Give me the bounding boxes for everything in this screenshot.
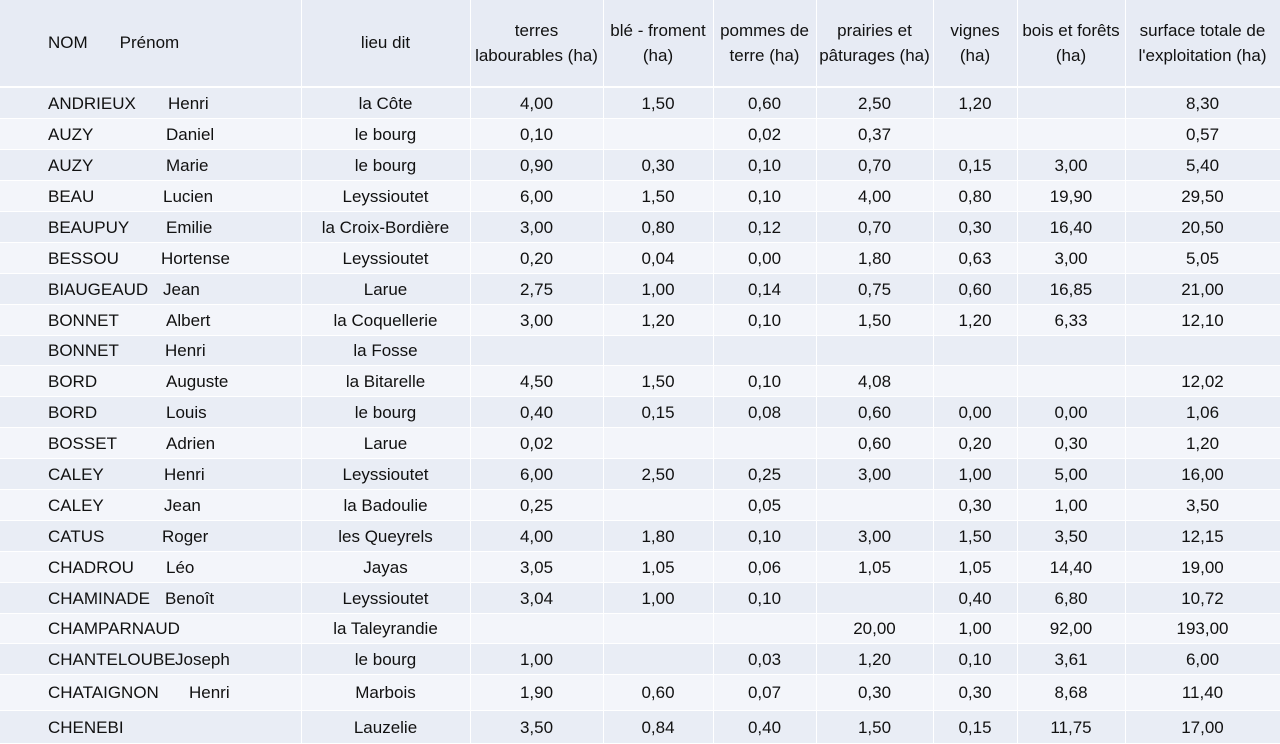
- cell-bois: 6,33: [1017, 305, 1125, 336]
- cell-prenom: Jean: [164, 495, 201, 515]
- cell-nom-prenom: [0, 212, 301, 243]
- table-row: [0, 87, 1280, 119]
- table-row: [0, 614, 1280, 644]
- table-row: [0, 552, 1280, 583]
- header-ble: blé - froment (ha): [603, 0, 713, 87]
- cell-prenom: Benoît: [165, 588, 215, 608]
- cell-nom-prenom: [0, 397, 301, 428]
- cell-pommes: 0,02: [713, 119, 816, 150]
- cell-terres: 1,00: [470, 644, 603, 675]
- cell-vignes: 0,40: [933, 583, 1017, 614]
- cell-surface: 12,02: [1125, 366, 1280, 397]
- cell-vignes: [933, 366, 1017, 397]
- cell-prenom: Marie: [166, 155, 209, 175]
- cell-nom: BIAUGEAUD: [48, 279, 149, 299]
- cell-prairies: 0,37: [816, 119, 933, 150]
- cell-ble: 2,50: [603, 459, 713, 490]
- cell-terres: 3,50: [470, 711, 603, 744]
- cell-vignes: 0,15: [933, 711, 1017, 744]
- cell-ble: 0,60: [603, 675, 713, 711]
- cell-surface: 0,57: [1125, 119, 1280, 150]
- cell-bois: 14,40: [1017, 552, 1125, 583]
- cell-lieu: Larue: [301, 274, 470, 305]
- cell-terres: 0,25: [470, 490, 603, 521]
- cell-surface: 5,40: [1125, 150, 1280, 181]
- cell-bois: 3,00: [1017, 150, 1125, 181]
- cell-vignes: 0,30: [933, 675, 1017, 711]
- cell-nom: CATUS: [48, 526, 105, 546]
- header-nom: NOM: [48, 33, 88, 53]
- cell-vignes: 1,20: [933, 305, 1017, 336]
- table-row: [0, 459, 1280, 490]
- cell-ble: 1,05: [603, 552, 713, 583]
- cell-vignes: [933, 336, 1017, 366]
- cell-prenom: Louis: [166, 402, 207, 422]
- cell-ble: 0,30: [603, 150, 713, 181]
- cell-pommes: 0,10: [713, 181, 816, 212]
- cell-pommes: [713, 428, 816, 459]
- cell-lieu: Leyssioutet: [301, 459, 470, 490]
- cell-vignes: 0,10: [933, 644, 1017, 675]
- cell-lieu: Jayas: [301, 552, 470, 583]
- cell-pommes: [713, 336, 816, 366]
- table-row: [0, 305, 1280, 336]
- cell-prenom: Jean: [163, 279, 200, 299]
- cell-nom: CHANTELOUBE: [48, 649, 176, 669]
- cell-nom: AUZY: [48, 155, 94, 175]
- cell-prairies: 1,80: [816, 243, 933, 274]
- cell-terres: 2,75: [470, 274, 603, 305]
- cell-pommes: 0,10: [713, 521, 816, 552]
- cell-nom-prenom: [0, 428, 301, 459]
- table-row: [0, 274, 1280, 305]
- cell-bois: [1017, 119, 1125, 150]
- cell-bois: [1017, 366, 1125, 397]
- cell-prairies: 0,30: [816, 675, 933, 711]
- cell-surface: 8,30: [1125, 87, 1280, 119]
- table-row: [0, 243, 1280, 274]
- cell-vignes: 0,00: [933, 397, 1017, 428]
- cell-surface: 20,50: [1125, 212, 1280, 243]
- cell-prenom: Adrien: [166, 433, 216, 453]
- cell-vignes: [933, 119, 1017, 150]
- cell-surface: 19,00: [1125, 552, 1280, 583]
- cell-prairies: 1,50: [816, 305, 933, 336]
- table-row: [0, 336, 1280, 366]
- cell-pommes: 0,12: [713, 212, 816, 243]
- cell-surface: 12,15: [1125, 521, 1280, 552]
- cell-surface: 17,00: [1125, 711, 1280, 744]
- cell-bois: 5,00: [1017, 459, 1125, 490]
- cell-ble: 1,20: [603, 305, 713, 336]
- cell-terres: 6,00: [470, 181, 603, 212]
- cell-surface: 6,00: [1125, 644, 1280, 675]
- cell-prenom: Albert: [166, 310, 211, 330]
- cell-terres: 3,00: [470, 305, 603, 336]
- cell-pommes: 0,25: [713, 459, 816, 490]
- cell-nom: BESSOU: [48, 248, 119, 268]
- cell-bois: [1017, 336, 1125, 366]
- cell-nom-prenom: [0, 583, 301, 614]
- cell-vignes: 1,05: [933, 552, 1017, 583]
- cell-prenom: Emilie: [166, 217, 213, 237]
- cell-terres: 1,90: [470, 675, 603, 711]
- cell-ble: 1,50: [603, 181, 713, 212]
- cell-nom-prenom: [0, 150, 301, 181]
- cell-nom-prenom: [0, 336, 301, 366]
- cell-prenom: Lucien: [163, 186, 214, 206]
- cell-pommes: 0,14: [713, 274, 816, 305]
- cell-ble: [603, 644, 713, 675]
- cell-lieu: la Fosse: [301, 336, 470, 366]
- cell-bois: 92,00: [1017, 614, 1125, 644]
- cell-prenom: Henri: [168, 93, 209, 113]
- cell-nom-prenom: [0, 305, 301, 336]
- cell-nom-prenom: [0, 366, 301, 397]
- header-surface: surface totale de l'exploitation (ha): [1125, 0, 1280, 87]
- cell-vignes: 0,20: [933, 428, 1017, 459]
- table-body: [0, 87, 1280, 744]
- table-row: [0, 644, 1280, 675]
- header-lieu: lieu dit: [301, 0, 470, 87]
- cell-prairies: 0,75: [816, 274, 933, 305]
- cell-nom: CHATAIGNON: [48, 683, 159, 702]
- cell-nom: BONNET: [48, 310, 119, 330]
- cell-nom: AUZY: [48, 124, 94, 144]
- cell-vignes: 1,00: [933, 459, 1017, 490]
- cell-nom: CHAMINADE: [48, 588, 151, 608]
- cell-bois: 16,40: [1017, 212, 1125, 243]
- cell-vignes: 0,30: [933, 212, 1017, 243]
- cell-surface: 11,40: [1125, 675, 1280, 711]
- cell-ble: 0,04: [603, 243, 713, 274]
- cell-terres: 3,05: [470, 552, 603, 583]
- cell-surface: 21,00: [1125, 274, 1280, 305]
- cell-prairies: [816, 336, 933, 366]
- cell-prenom: Auguste: [166, 371, 229, 391]
- cell-vignes: 0,63: [933, 243, 1017, 274]
- cell-prairies: 20,00: [816, 614, 933, 644]
- cell-lieu: le bourg: [301, 150, 470, 181]
- cell-ble: [603, 490, 713, 521]
- table-row: [0, 521, 1280, 552]
- cell-lieu: le bourg: [301, 119, 470, 150]
- cell-lieu: Lauzelie: [301, 711, 470, 744]
- cell-ble: [603, 336, 713, 366]
- cell-nom: ANDRIEUX: [48, 93, 136, 113]
- cell-terres: 4,00: [470, 87, 603, 119]
- cell-lieu: Leyssioutet: [301, 583, 470, 614]
- cell-ble: 0,80: [603, 212, 713, 243]
- cell-nom-prenom: [0, 552, 301, 583]
- cell-prairies: 3,00: [816, 521, 933, 552]
- cell-prenom: Henri: [164, 464, 205, 484]
- cell-surface: 29,50: [1125, 181, 1280, 212]
- cell-prairies: 0,60: [816, 397, 933, 428]
- cell-nom-prenom: [0, 490, 301, 521]
- cell-pommes: 0,60: [713, 87, 816, 119]
- cell-pommes: 0,03: [713, 644, 816, 675]
- table-row: [0, 675, 1280, 711]
- cell-nom-prenom: [0, 274, 301, 305]
- table-row: [0, 490, 1280, 521]
- cell-nom-prenom: [0, 521, 301, 552]
- cell-prairies: [816, 583, 933, 614]
- cell-ble: 0,84: [603, 711, 713, 744]
- cell-prairies: 0,70: [816, 212, 933, 243]
- cell-pommes: 0,06: [713, 552, 816, 583]
- cell-ble: 1,50: [603, 87, 713, 119]
- cell-prairies: 4,00: [816, 181, 933, 212]
- header-terres: terres labourables (ha): [470, 0, 603, 87]
- cell-terres: 4,50: [470, 366, 603, 397]
- cell-bois: 1,00: [1017, 490, 1125, 521]
- cell-ble: 0,15: [603, 397, 713, 428]
- cell-lieu: Leyssioutet: [301, 181, 470, 212]
- cell-nom: BOSSET: [48, 433, 117, 453]
- cell-pommes: 0,07: [713, 675, 816, 711]
- cell-nom: BEAUPUY: [48, 217, 130, 237]
- cell-pommes: 0,10: [713, 150, 816, 181]
- cell-prenom: Léo: [166, 557, 195, 577]
- cell-terres: 3,00: [470, 212, 603, 243]
- cell-vignes: 1,00: [933, 614, 1017, 644]
- cell-terres: [470, 614, 603, 644]
- cell-prairies: 1,05: [816, 552, 933, 583]
- cell-pommes: 0,10: [713, 583, 816, 614]
- cell-nom: BONNET: [48, 341, 119, 360]
- cell-terres: 0,20: [470, 243, 603, 274]
- cell-nom-prenom: [0, 644, 301, 675]
- cell-vignes: 1,50: [933, 521, 1017, 552]
- cell-bois: 11,75: [1017, 711, 1125, 744]
- header-pommes: pommes de terre (ha): [713, 0, 816, 87]
- table-row: [0, 212, 1280, 243]
- cell-terres: [470, 336, 603, 366]
- cell-surface: 3,50: [1125, 490, 1280, 521]
- cell-ble: 1,00: [603, 274, 713, 305]
- cell-nom-prenom: [0, 181, 301, 212]
- cell-nom: CALEY: [48, 495, 104, 515]
- header-vignes: vignes (ha): [933, 0, 1017, 87]
- cell-terres: 0,90: [470, 150, 603, 181]
- cell-lieu: la Croix-Bordière: [301, 212, 470, 243]
- cell-pommes: [713, 614, 816, 644]
- table-row: [0, 150, 1280, 181]
- table-row: [0, 119, 1280, 150]
- cell-lieu: la Coquellerie: [301, 305, 470, 336]
- cell-prenom: Hortense: [161, 248, 230, 268]
- cell-surface: 5,05: [1125, 243, 1280, 274]
- cell-surface: 1,20: [1125, 428, 1280, 459]
- cell-vignes: 1,20: [933, 87, 1017, 119]
- table-row: [0, 366, 1280, 397]
- cell-pommes: 0,08: [713, 397, 816, 428]
- cell-vignes: 0,30: [933, 490, 1017, 521]
- cell-lieu: Leyssioutet: [301, 243, 470, 274]
- cell-nom: CHADROU: [48, 557, 134, 577]
- cell-nom-prenom: [0, 119, 301, 150]
- cell-prairies: 3,00: [816, 459, 933, 490]
- cell-surface: 10,72: [1125, 583, 1280, 614]
- cell-prairies: [816, 490, 933, 521]
- table-row: [0, 181, 1280, 212]
- header-prenom: Prénom: [119, 33, 180, 53]
- cell-terres: 4,00: [470, 521, 603, 552]
- cell-nom: BORD: [48, 371, 98, 391]
- cell-lieu: la Côte: [301, 87, 470, 119]
- cell-prairies: 4,08: [816, 366, 933, 397]
- cell-lieu: la Badoulie: [301, 490, 470, 521]
- cell-nom: BEAU: [48, 186, 95, 206]
- cell-lieu: les Queyrels: [301, 521, 470, 552]
- cell-lieu: Marbois: [301, 675, 470, 711]
- cell-vignes: 0,15: [933, 150, 1017, 181]
- cell-bois: 8,68: [1017, 675, 1125, 711]
- cell-bois: 16,85: [1017, 274, 1125, 305]
- cell-prairies: 2,50: [816, 87, 933, 119]
- cell-vignes: 0,60: [933, 274, 1017, 305]
- cell-prenom: Henri: [165, 341, 206, 360]
- cell-nom-prenom: CHENEBI: [0, 711, 301, 744]
- cell-surface: 193,00: [1125, 614, 1280, 644]
- cell-terres: 6,00: [470, 459, 603, 490]
- cell-ble: [603, 428, 713, 459]
- cell-terres: 0,10: [470, 119, 603, 150]
- cell-ble: [603, 119, 713, 150]
- cell-vignes: 0,80: [933, 181, 1017, 212]
- cell-bois: 3,61: [1017, 644, 1125, 675]
- cell-bois: 6,80: [1017, 583, 1125, 614]
- cell-nom-prenom: [0, 675, 301, 711]
- cell-nom: CALEY: [48, 464, 104, 484]
- cell-lieu: le bourg: [301, 644, 470, 675]
- table-row: [0, 397, 1280, 428]
- cell-ble: 1,50: [603, 366, 713, 397]
- header-nom-prenom: [0, 0, 301, 87]
- cell-terres: 3,04: [470, 583, 603, 614]
- cell-prairies: 0,70: [816, 150, 933, 181]
- cell-nom-prenom: [0, 459, 301, 490]
- cell-nom-prenom: CHAMPARNAUD: [0, 614, 301, 644]
- header-row: [0, 0, 1280, 87]
- cell-bois: 3,50: [1017, 521, 1125, 552]
- cell-pommes: 0,05: [713, 490, 816, 521]
- cell-lieu: la Taleyrandie: [301, 614, 470, 644]
- cell-bois: 19,90: [1017, 181, 1125, 212]
- cell-prairies: 0,60: [816, 428, 933, 459]
- cell-surface: 1,06: [1125, 397, 1280, 428]
- cell-prenom: Roger: [162, 526, 209, 546]
- cell-prairies: 1,50: [816, 711, 933, 744]
- cell-pommes: 0,40: [713, 711, 816, 744]
- cell-nom-prenom: [0, 243, 301, 274]
- cell-nom-prenom: [0, 87, 301, 119]
- cell-ble: [603, 614, 713, 644]
- cell-surface: 12,10: [1125, 305, 1280, 336]
- cell-pommes: 0,10: [713, 366, 816, 397]
- cell-pommes: 0,00: [713, 243, 816, 274]
- table-row: [0, 428, 1280, 459]
- table-row: [0, 583, 1280, 614]
- cell-ble: 1,80: [603, 521, 713, 552]
- table-row: [0, 711, 1280, 744]
- cell-nom: BORD: [48, 402, 98, 422]
- cell-ble: 1,00: [603, 583, 713, 614]
- cell-surface: 16,00: [1125, 459, 1280, 490]
- cell-bois: 0,00: [1017, 397, 1125, 428]
- cell-bois: [1017, 87, 1125, 119]
- cell-surface: [1125, 336, 1280, 366]
- cell-terres: 0,40: [470, 397, 603, 428]
- header-prairies: prairies et pâturages (ha): [816, 0, 933, 87]
- cell-prenom: Daniel: [166, 124, 215, 144]
- cell-bois: 3,00: [1017, 243, 1125, 274]
- cell-prairies: 1,20: [816, 644, 933, 675]
- cell-lieu: le bourg: [301, 397, 470, 428]
- header-bois: bois et forêts (ha): [1017, 0, 1125, 87]
- cell-prenom: Joseph: [175, 649, 230, 669]
- cell-lieu: Larue: [301, 428, 470, 459]
- cell-prenom: Henri: [189, 683, 230, 702]
- cell-lieu: la Bitarelle: [301, 366, 470, 397]
- cell-terres: 0,02: [470, 428, 603, 459]
- cell-pommes: 0,10: [713, 305, 816, 336]
- cell-bois: 0,30: [1017, 428, 1125, 459]
